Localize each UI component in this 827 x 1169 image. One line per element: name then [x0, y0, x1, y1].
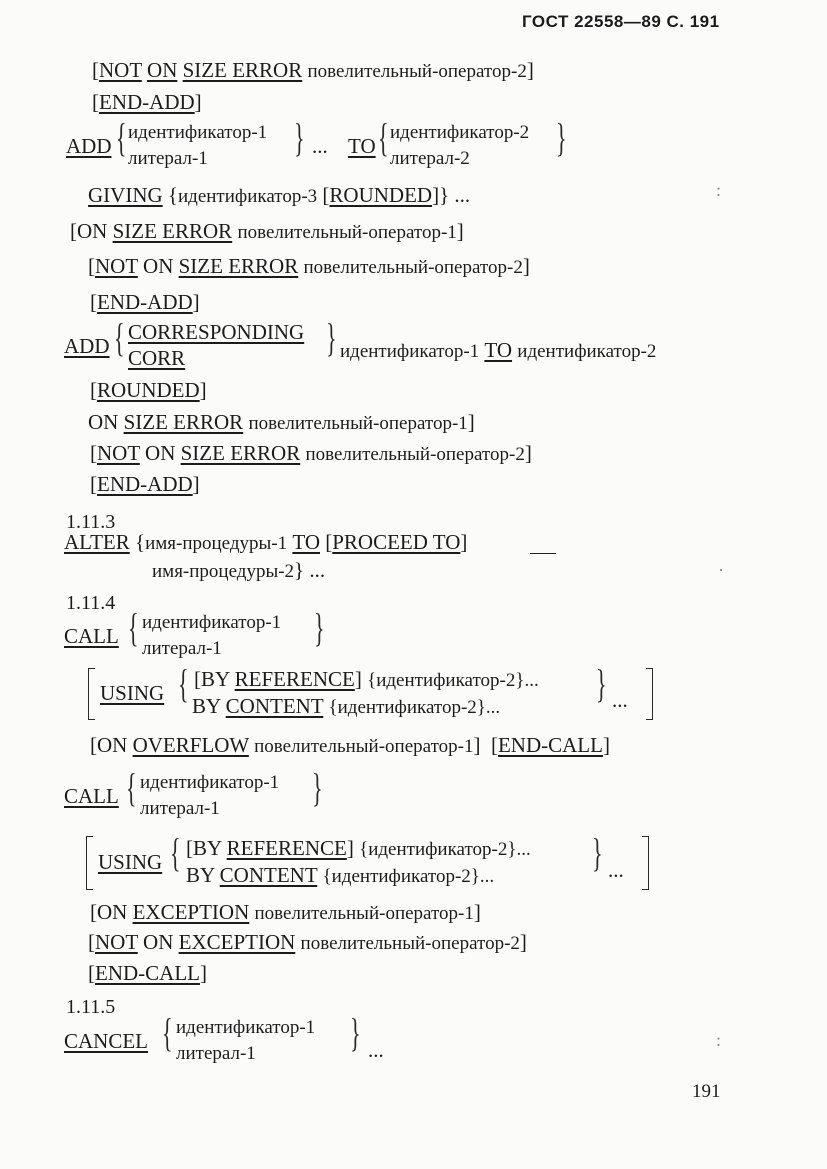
scan-speck: :	[716, 180, 722, 200]
operand-identifier-2: идентификатор-2	[390, 122, 530, 143]
right-brace-icon: }	[350, 1010, 361, 1055]
operand-literal-1: литерал-1	[140, 798, 220, 819]
left-brace-icon: {	[162, 1010, 173, 1055]
right-bracket-icon	[642, 836, 649, 890]
using-keyword: USING	[98, 850, 163, 874]
alter-statement: ALTER {имя-процедуры-1 TO [PROCEED TO]	[64, 530, 468, 554]
right-brace-icon: }	[314, 605, 325, 650]
to-keyword: TO	[348, 134, 376, 158]
right-brace-icon: }	[294, 115, 305, 160]
left-brace-icon: {	[126, 765, 137, 810]
operand-literal-1: литерал-1	[176, 1043, 256, 1064]
page-number: 191	[692, 1081, 721, 1102]
operand-literal-2: литерал-2	[390, 148, 470, 169]
on-size-error-clause: ON SIZE ERROR повелительный-оператор-1]	[88, 410, 475, 434]
left-brace-icon: {	[114, 315, 125, 360]
call-keyword: CALL	[64, 784, 119, 808]
by-content-option: BY CONTENT {идентификатор-2}...	[192, 694, 501, 718]
add-keyword: ADD	[64, 334, 110, 358]
not-on-size-error-clause: [NOT ON SIZE ERROR повелительный-оператор-2]	[92, 58, 534, 82]
corresponding-keyword: CORRESPONDING	[128, 320, 305, 344]
right-bracket-icon	[646, 668, 653, 720]
giving-clause: GIVING {идентификатор-3 [ROUNDED]} ...	[88, 183, 471, 207]
left-brace-icon: {	[178, 661, 189, 706]
not-on-size-error-clause: [NOT ON SIZE ERROR повелительный-оператор-2]	[90, 441, 532, 465]
not-on-size-error-clause: [NOT ON SIZE ERROR повелительный-оператор-2]	[88, 254, 530, 278]
operand-literal-1: литерал-1	[142, 638, 222, 659]
end-call-clause: [END-CALL]	[88, 961, 207, 985]
left-brace-icon: {	[116, 115, 127, 160]
left-bracket-icon	[88, 668, 95, 720]
scan-speck: :	[716, 1030, 722, 1050]
operand-literal-1: литерал-1	[128, 148, 208, 169]
left-brace-icon: {	[170, 830, 181, 875]
operand-identifier-1: идентификатор-1	[176, 1017, 316, 1038]
ellipsis: ...	[312, 134, 328, 158]
ellipsis: ...	[612, 688, 628, 712]
on-size-error-clause: [ON SIZE ERROR повелительный-оператор-1]	[70, 219, 464, 243]
left-brace-icon: {	[128, 605, 139, 650]
end-add-clause: [END-ADD]	[90, 472, 200, 496]
operand-identifier-1: идентификатор-1	[128, 122, 268, 143]
by-reference-option: [BY REFERENCE] {идентификатор-2}...	[186, 836, 531, 860]
using-keyword: USING	[100, 681, 165, 705]
right-brace-icon: }	[312, 765, 323, 810]
corr-operands: идентификатор-1 TO идентификатор-2	[340, 338, 657, 362]
by-content-option: BY CONTENT {идентификатор-2}...	[186, 863, 495, 887]
add-keyword: ADD	[66, 134, 112, 158]
ellipsis: ...	[368, 1038, 384, 1062]
cancel-keyword: CANCEL	[64, 1029, 148, 1053]
right-brace-icon: }	[326, 315, 337, 360]
rule-line	[530, 553, 556, 554]
right-brace-icon: }	[556, 115, 567, 160]
operand-identifier-1: идентификатор-1	[140, 772, 280, 793]
section-number: 1.11.5	[66, 996, 116, 1018]
corr-keyword: CORR	[128, 346, 186, 370]
by-reference-option: [BY REFERENCE] {идентификатор-2}...	[194, 667, 539, 691]
on-exception-clause: [ON EXCEPTION повелительный-оператор-1]	[90, 900, 481, 924]
section-number: 1.11.4	[66, 592, 116, 614]
alter-continuation: имя-процедуры-2} ...	[152, 558, 326, 582]
page-header: ГОСТ 22558—89 С. 191	[522, 12, 720, 31]
left-brace-icon: {	[378, 115, 389, 160]
end-add-clause: [END-ADD]	[90, 290, 200, 314]
right-brace-icon: }	[596, 661, 607, 706]
end-add-clause: [END-ADD]	[92, 90, 202, 114]
ellipsis: ...	[608, 858, 624, 882]
section-number: 1.11.3	[66, 511, 116, 533]
scan-speck: ·	[718, 560, 724, 580]
right-brace-icon: }	[592, 830, 603, 875]
call-keyword: CALL	[64, 624, 119, 648]
rounded-clause: [ROUNDED]	[90, 378, 207, 402]
not-on-exception-clause: [NOT ON EXCEPTION повелительный-оператор-2]	[88, 930, 527, 954]
on-overflow-clause: [ON OVERFLOW повелительный-оператор-1] [END-CALL]	[90, 733, 610, 757]
left-bracket-icon	[86, 836, 93, 890]
operand-identifier-1: идентификатор-1	[142, 612, 282, 633]
